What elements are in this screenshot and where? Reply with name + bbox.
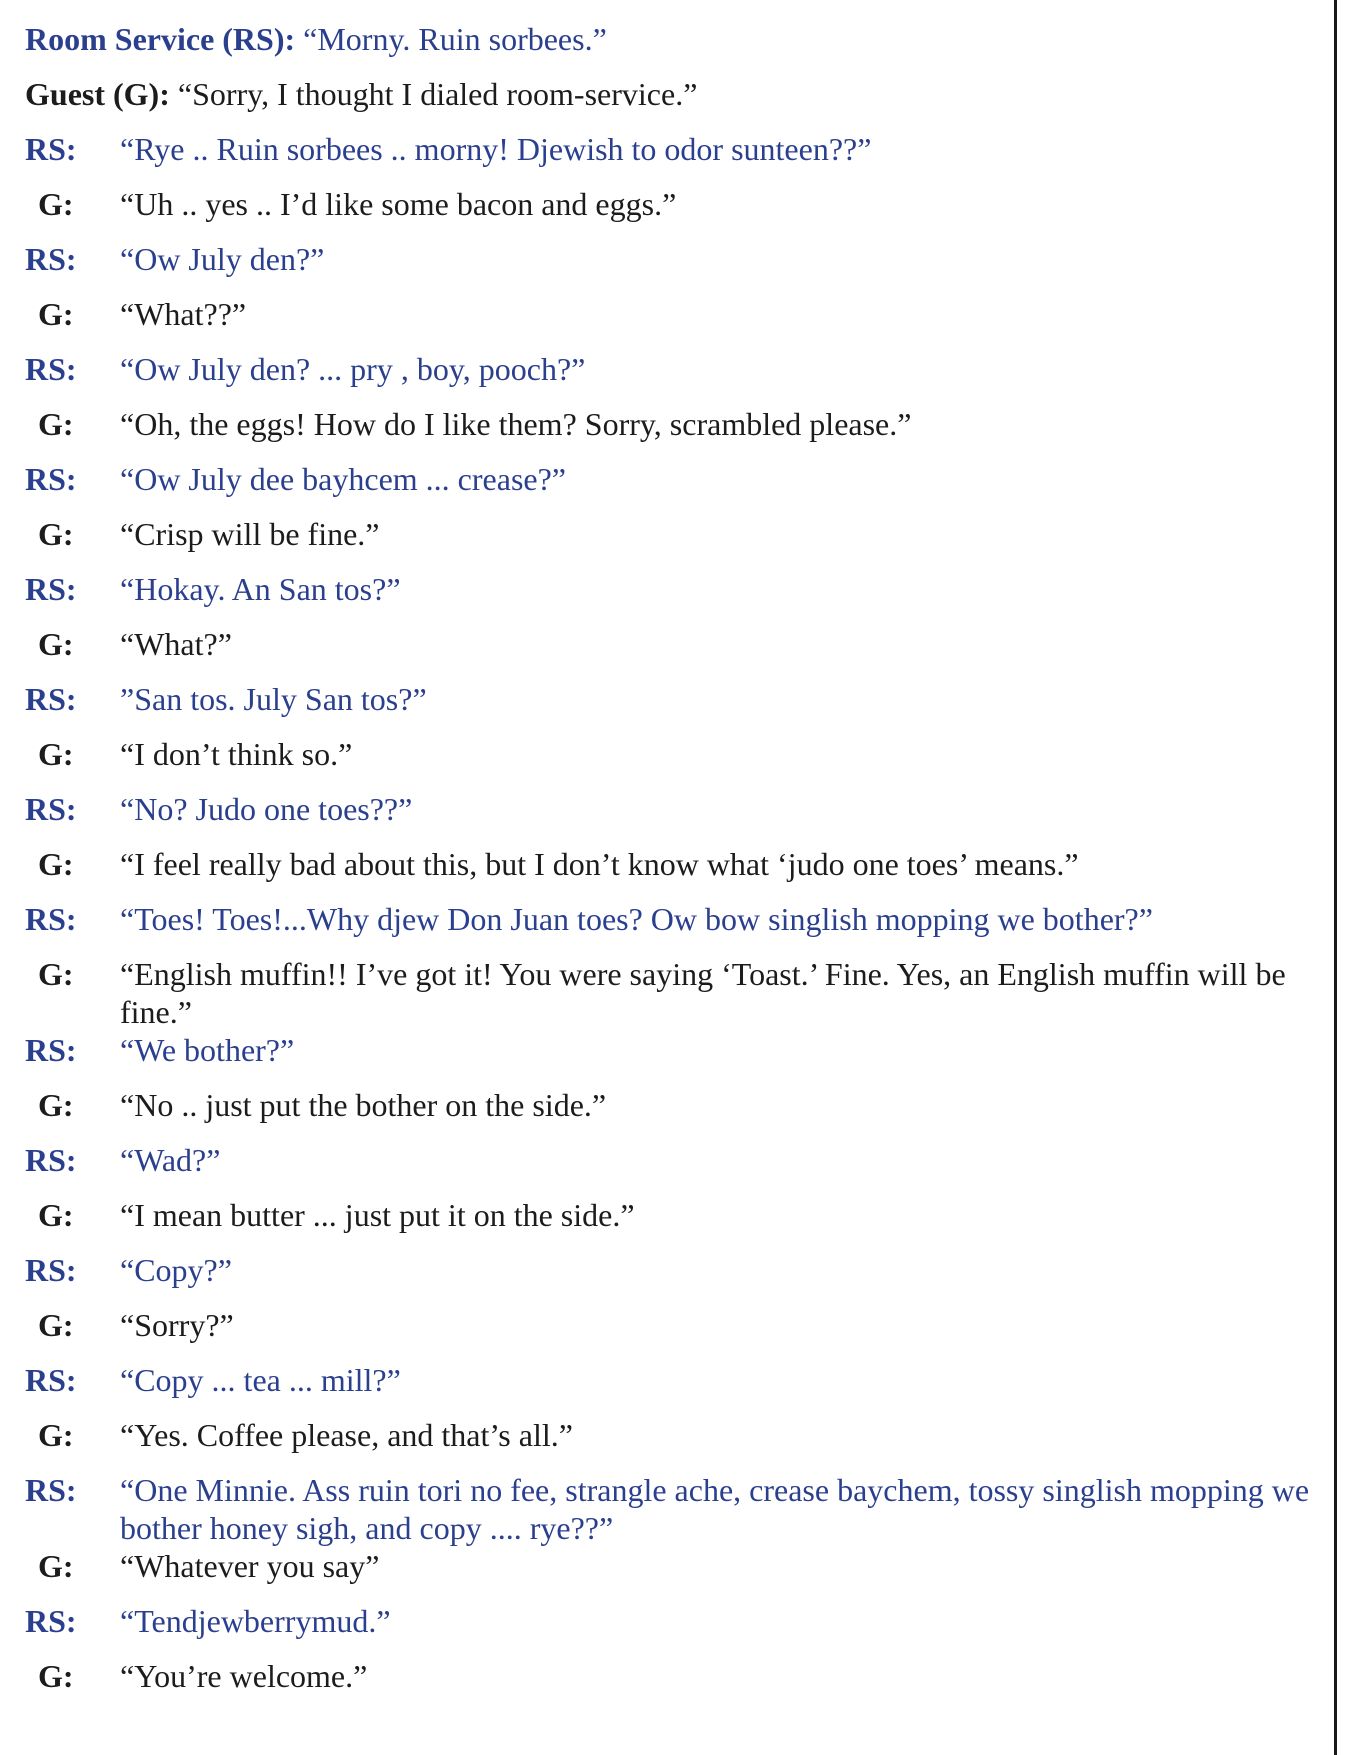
spoken-text: “I mean butter ... just put it on the side.” [120, 1197, 635, 1233]
dialogue-line [25, 295, 1315, 350]
spoken-text: “What??” [120, 296, 247, 332]
speaker-label: G: [38, 1658, 74, 1694]
dialogue-line [25, 185, 1315, 240]
dialogue-line [25, 1471, 1315, 1547]
spoken-text: ”San tos. July San tos?” [120, 681, 427, 717]
spoken-text: “Rye .. Ruin sorbees .. morny! Djewish to odor sunteen??” [120, 131, 872, 167]
dialogue-line [25, 460, 1315, 515]
speaker-label: RS: [25, 1032, 77, 1068]
speaker-label: G: [38, 626, 74, 662]
dialogue-line [25, 405, 1315, 460]
dialogue-line [25, 350, 1315, 405]
speaker-label: RS: [25, 1362, 77, 1398]
speaker-label: RS: [25, 1603, 77, 1639]
dialogue-line [25, 1602, 1315, 1657]
spoken-text: “We bother?” [120, 1032, 295, 1068]
speaker-label: RS: [25, 901, 77, 937]
dialogue-line [25, 1657, 1315, 1712]
spoken-text: “I feel really bad about this, but I don’t know what ‘judo one toes’ means.” [120, 846, 1079, 882]
spoken-text: “Whatever you say” [120, 1548, 380, 1584]
spoken-text: “No .. just put the bother on the side.” [120, 1087, 607, 1123]
speaker-label: G: [38, 1417, 74, 1453]
speaker-label: G: [38, 296, 74, 332]
spoken-text: “Hokay. An San tos?” [120, 571, 401, 607]
spoken-text: “Crisp will be fine.” [120, 516, 380, 552]
speaker-label: RS: [25, 1142, 77, 1178]
speaker-label: RS: [25, 791, 77, 827]
spoken-text: “No? Judo one toes??” [120, 791, 413, 827]
spoken-text: “Morny. Ruin sorbees.” [303, 21, 607, 57]
dialogue-line [25, 625, 1315, 680]
speaker-label: RS: [25, 1472, 77, 1508]
speaker-label: RS: [25, 461, 77, 497]
dialogue-line [25, 955, 1315, 1031]
speaker-label: G: [38, 1307, 74, 1343]
dialogue-lines [25, 130, 1315, 1712]
dialogue-line [25, 1141, 1315, 1196]
dialogue-line [25, 1361, 1315, 1416]
speaker-label: RS: [25, 571, 77, 607]
dialogue-line [25, 900, 1315, 955]
dialogue-line [25, 515, 1315, 570]
speaker-label: RS: [25, 131, 77, 167]
dialogue-line [25, 790, 1315, 845]
spoken-text: “Ow July den?” [120, 241, 325, 277]
speaker-label: G: [38, 1548, 74, 1584]
dialogue-line [25, 570, 1315, 625]
speaker-label: G: [38, 736, 74, 772]
dialogue-line [25, 1196, 1315, 1251]
dialogue-line [25, 1086, 1315, 1141]
spoken-text: “Copy?” [120, 1252, 232, 1288]
spoken-text: “Tendjewberrymud.” [120, 1603, 391, 1639]
speaker-label: Room Service (RS): [25, 21, 296, 57]
spoken-text: “Ow July den? ... pry , boy, pooch?” [120, 351, 586, 387]
dialogue-line [25, 1251, 1315, 1306]
spoken-text: “Uh .. yes .. I’d like some bacon and eggs.” [120, 186, 677, 222]
speaker-label: Guest (G): [25, 76, 170, 112]
dialogue-line [25, 130, 1315, 185]
spoken-text: “Sorry?” [120, 1307, 234, 1343]
spoken-text: “Yes. Coffee please, and that’s all.” [120, 1417, 573, 1453]
spoken-text: “Ow July dee bayhcem ... crease?” [120, 461, 566, 497]
spoken-text: “Oh, the eggs! How do I like them? Sorry, scrambled please.” [120, 406, 912, 442]
speaker-label: RS: [25, 351, 77, 387]
speaker-label: G: [38, 956, 74, 992]
spoken-text: “I don’t think so.” [120, 736, 353, 772]
speaker-label: RS: [25, 241, 77, 277]
dialogue-line [25, 1031, 1315, 1086]
spoken-text: “Copy ... tea ... mill?” [120, 1362, 401, 1398]
dialogue-line [25, 735, 1315, 790]
speaker-label: G: [38, 186, 74, 222]
dialogue-line [25, 845, 1315, 900]
spoken-text: “Wad?” [120, 1142, 221, 1178]
spoken-text: “Sorry, I thought I dialed room-service.” [177, 76, 698, 112]
spoken-text: “One Minnie. Ass ruin tori no fee, strangle ache, crease baychem, tossy singlish mopping we bother honey sigh, and copy .... rye??” [120, 1472, 1310, 1546]
dialogue-line [25, 240, 1315, 295]
speaker-label: G: [38, 516, 74, 552]
speaker-label: RS: [25, 1252, 77, 1288]
spoken-text: “What?” [120, 626, 232, 662]
spoken-text: “Toes! Toes!...Why djew Don Juan toes? Ow bow singlish mopping we bother?” [120, 901, 1153, 937]
dialogue-transcript [25, 20, 1315, 1712]
dialogue-line [25, 1416, 1315, 1471]
spoken-text: “English muffin!! I’ve got it! You were saying ‘Toast.’ Fine. Yes, an English muffin will be fine.” [120, 956, 1286, 1030]
speaker-label: G: [38, 846, 74, 882]
intro-line-guest [25, 75, 1315, 130]
spoken-text: “You’re welcome.” [120, 1658, 368, 1694]
intro-line-room-service [25, 20, 1315, 75]
speaker-label: G: [38, 406, 74, 442]
dialogue-line [25, 680, 1315, 735]
dialogue-line [25, 1306, 1315, 1361]
dialogue-line [25, 1547, 1315, 1602]
speaker-label: G: [38, 1087, 74, 1123]
speaker-label: RS: [25, 681, 77, 717]
speaker-label: G: [38, 1197, 74, 1233]
